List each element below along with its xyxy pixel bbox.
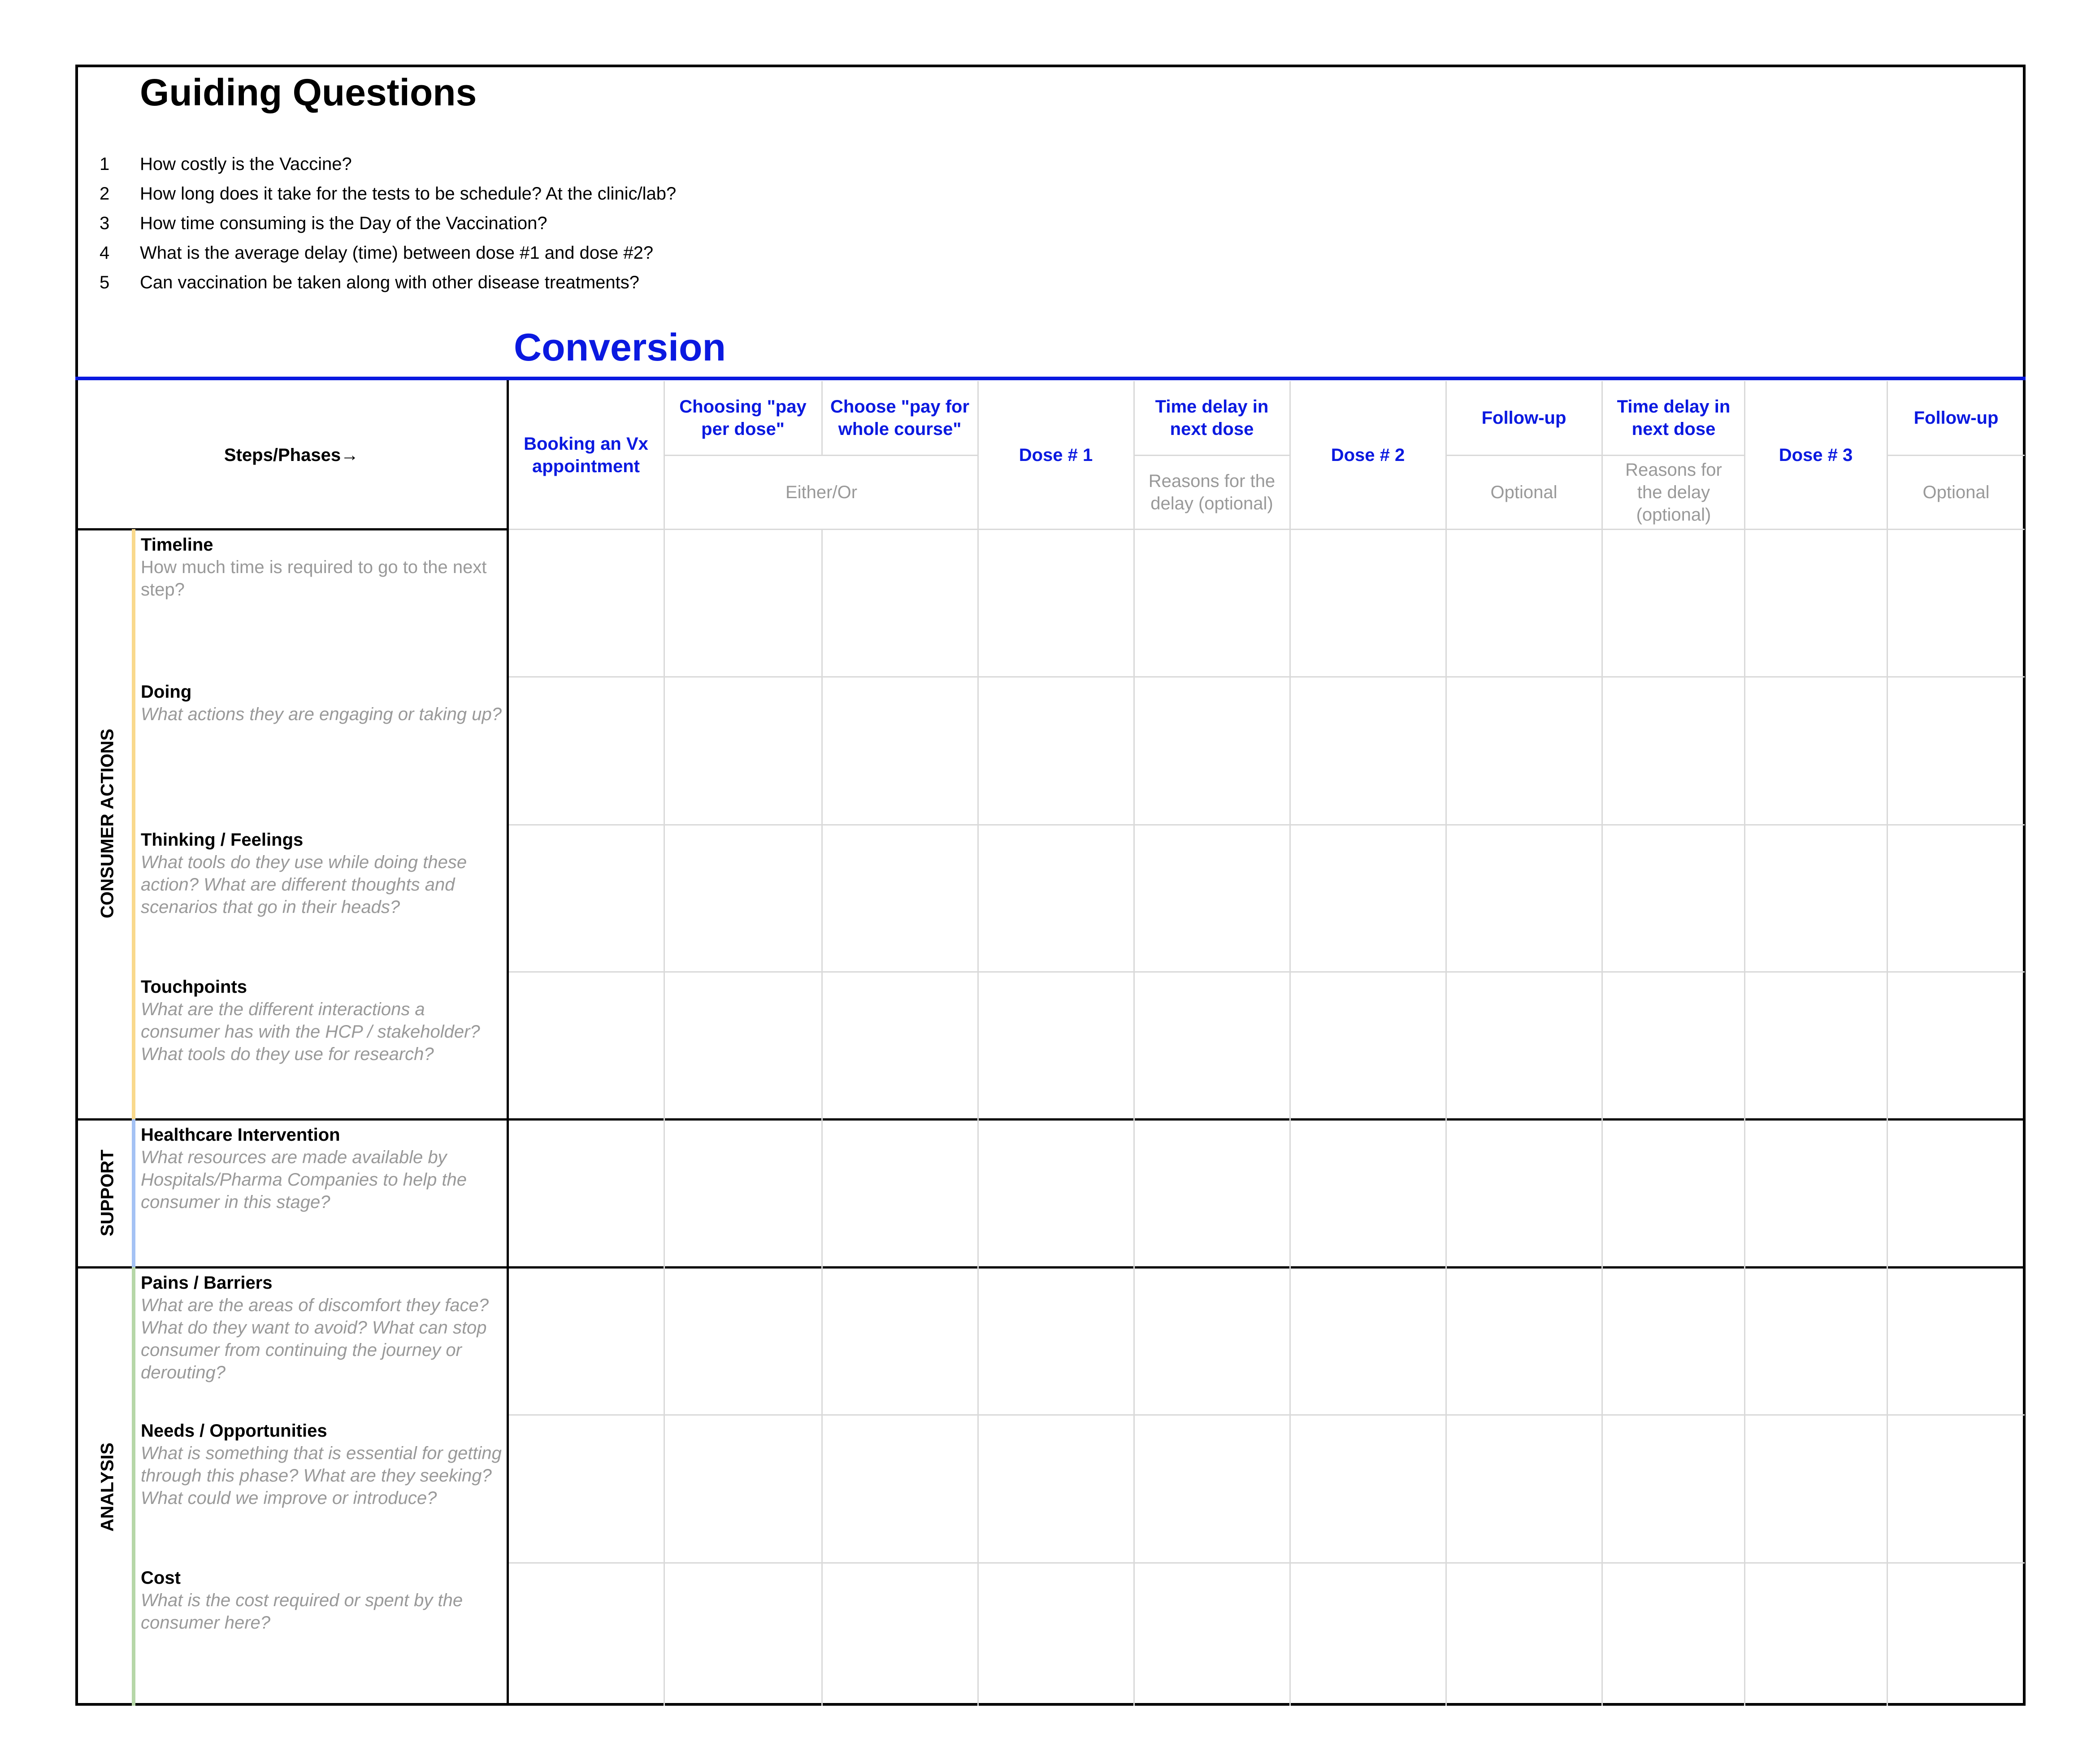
- grid-line: [1887, 381, 1888, 1706]
- stage-title: Conversion: [514, 326, 726, 369]
- row-description: What is something that is essential for getting through this phase? What are they seeking? What could we improve or introduce?: [141, 1443, 502, 1508]
- row-doing: [141, 681, 504, 726]
- grid-line: [1601, 381, 1603, 1706]
- phase-pay-whole-course: Choose "pay for whole course": [830, 397, 970, 439]
- row-description: What actions they are engaging or taking up?: [141, 704, 502, 724]
- row-pains-barriers: [141, 1272, 504, 1384]
- section-label-analysis: ANALYSIS: [97, 1442, 117, 1532]
- question-number: 1: [100, 154, 110, 174]
- row-title: Thinking / Feelings: [141, 830, 304, 850]
- section-accent-consumer: [132, 529, 135, 1119]
- phase-time-delay-1-note: Reasons for the delay (optional): [1148, 471, 1276, 513]
- row-cost: [141, 1567, 504, 1634]
- section-label-consumer-actions: CONSUMER ACTIONS: [97, 729, 117, 918]
- row-title: Cost: [141, 1568, 181, 1588]
- row-title: Timeline: [141, 535, 213, 555]
- question-number: 2: [100, 184, 110, 204]
- question-text: How costly is the Vaccine?: [140, 154, 352, 174]
- grid-line: [1445, 381, 1447, 1706]
- grid-line: [75, 528, 508, 530]
- phase-dose-1: Dose # 1: [1019, 445, 1093, 465]
- grid-line: [1133, 455, 1289, 456]
- grid-line: [1445, 455, 1745, 456]
- section-divider: [75, 1266, 2026, 1269]
- row-title: Needs / Opportunities: [141, 1421, 327, 1441]
- row-title: Healthcare Intervention: [141, 1125, 340, 1145]
- either-or-note: Either/Or: [785, 482, 858, 502]
- grid-line: [508, 1562, 2025, 1564]
- section-accent-support: [132, 1119, 135, 1267]
- grid-line: [508, 824, 2025, 826]
- row-needs-opportunities: [141, 1420, 504, 1509]
- row-touchpoints: [141, 976, 504, 1065]
- question-text: How time consuming is the Day of the Vaccination?: [140, 213, 547, 233]
- row-description: What is the cost required or spent by the consumer here?: [141, 1590, 463, 1633]
- grid-line: [508, 676, 2025, 678]
- grid-line: [1744, 381, 1745, 1706]
- row-title: Doing: [141, 682, 192, 702]
- question-text: Can vaccination be taken along with other disease treatments?: [140, 273, 640, 292]
- question-text: How long does it take for the tests to be schedule? At the clinic/lab?: [140, 184, 677, 204]
- grid-line: [1133, 381, 1135, 1706]
- guiding-questions-title: Guiding Questions: [140, 71, 477, 113]
- section-accent-analysis: [132, 1267, 135, 1706]
- phase-booking: Booking an Vx appointment: [524, 434, 648, 476]
- row-thinking-feelings: [141, 829, 504, 918]
- grid-line: [1289, 381, 1291, 1706]
- phase-follow-up-1: Follow-up: [1481, 408, 1566, 428]
- row-description: What resources are made available by Hospitals/Pharma Companies to help the consumer in this stage?: [141, 1147, 467, 1212]
- row-description: How much time is required to go to the next step?: [141, 557, 487, 600]
- grid-line: [508, 1414, 2025, 1416]
- grid-line: [508, 971, 2025, 973]
- phase-follow-up-2-note: Optional: [1922, 482, 1990, 502]
- phase-follow-up-2: Follow-up: [1913, 408, 1999, 428]
- grid-line: [1887, 455, 2025, 456]
- row-description: What are the different interactions a consumer has with the HCP / stakeholder? What tools do they use for research?: [141, 999, 480, 1064]
- row-description: What tools do they use while doing these action? What are different thoughts and scenarios that go in their heads?: [141, 852, 467, 917]
- row-healthcare-intervention: [141, 1124, 504, 1213]
- phase-follow-up-1-note: Optional: [1490, 482, 1558, 502]
- row-description: What are the areas of discomfort they face? What do they want to avoid? What can stop consumer from continuing the journey or derouting?: [141, 1295, 489, 1382]
- question-text: What is the average delay (time) between dose #1 and dose #2?: [140, 243, 654, 263]
- grid-line: [977, 381, 979, 1706]
- section-label-support: SUPPORT: [97, 1149, 117, 1237]
- phase-time-delay-2-note: Reasons for the delay (optional): [1625, 460, 1722, 525]
- label-column-divider: [507, 380, 509, 1706]
- stage-divider: [75, 377, 2026, 380]
- question-number: 3: [100, 213, 110, 233]
- grid-line: [508, 529, 2025, 530]
- grid-line: [664, 381, 665, 1706]
- row-title: Pains / Barriers: [141, 1273, 273, 1293]
- phase-dose-2: Dose # 2: [1331, 445, 1405, 465]
- question-number: 4: [100, 243, 110, 263]
- row-title: Touchpoints: [141, 977, 247, 997]
- question-number: 5: [100, 273, 110, 292]
- phase-dose-3: Dose # 3: [1779, 445, 1853, 465]
- section-divider: [75, 1118, 2026, 1121]
- phase-time-delay-1: Time delay in next dose: [1155, 397, 1269, 439]
- phase-time-delay-2: Time delay in next dose: [1617, 397, 1731, 439]
- steps-phases-label: Steps/Phases→: [224, 445, 359, 465]
- grid-line: [821, 381, 823, 456]
- phase-pay-per-dose: Choosing "pay per dose": [679, 397, 807, 439]
- row-timeline: [141, 534, 504, 601]
- grid-line: [821, 529, 823, 1706]
